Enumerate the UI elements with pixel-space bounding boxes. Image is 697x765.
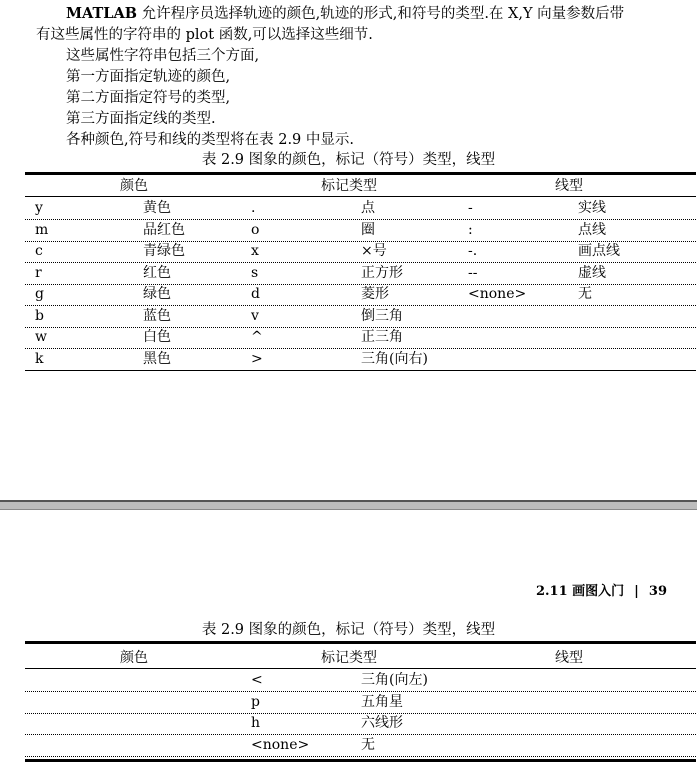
- cell-m-code: ^: [251, 329, 263, 345]
- table-bottom-rule: [25, 370, 696, 371]
- cell-m-code: x: [251, 243, 259, 259]
- page-break: [0, 500, 697, 510]
- cell-c-name: 红色: [143, 264, 171, 281]
- intro-line-6: 第三方面指定线的类型.: [66, 111, 216, 127]
- intro-line-2: 有这些属性的字符串的 plot 函数,可以选择这些细节.: [36, 27, 373, 43]
- cell-m-code: h: [251, 715, 261, 731]
- table-bottom-rule: [25, 759, 696, 762]
- table-top-rule: [25, 172, 696, 175]
- cell-m-code: o: [251, 221, 260, 238]
- cell-m-name: 倒三角: [361, 307, 403, 324]
- intro-line-5: 第二方面指定符号的类型,: [66, 90, 231, 106]
- style-table-continued: [25, 641, 696, 763]
- cell-c-code: g: [35, 286, 44, 302]
- page-number: 39: [648, 584, 667, 599]
- row-divider: [25, 756, 696, 757]
- cell-c-code: m: [35, 221, 49, 238]
- cell-m-name: 三角(向右): [361, 350, 428, 367]
- cell-l-code: <none>: [468, 286, 527, 302]
- cell-c-name: 青绿色: [143, 243, 185, 259]
- table-caption-continued: 表 2.9 图象的颜色，标记（符号）类型，线型: [201, 622, 496, 638]
- cell-l-name: 无: [578, 286, 592, 302]
- header-rule: [25, 668, 696, 669]
- matlab-word: MATLAB: [66, 5, 137, 22]
- cell-m-name: 菱形: [361, 286, 389, 302]
- header-color: 颜色: [120, 178, 148, 194]
- cell-m-code: <none>: [251, 736, 310, 753]
- table-caption: 表 2.9 图象的颜色，标记（符号）类型，线型: [201, 152, 496, 168]
- cell-c-code: b: [35, 307, 44, 324]
- cell-c-name: 黄色: [143, 200, 171, 216]
- cell-m-code: p: [251, 693, 260, 710]
- cell-l-code: :: [468, 221, 473, 238]
- cell-c-code: y: [35, 200, 43, 216]
- cell-l-name: 画点线: [578, 243, 620, 259]
- cell-l-code: -.: [468, 243, 478, 259]
- cell-m-name: 三角(向左): [361, 672, 428, 688]
- cell-c-code: w: [35, 329, 47, 345]
- header-line: 线型: [555, 178, 583, 194]
- page-bottom: [0, 510, 697, 765]
- cell-m-name: 六线形: [361, 715, 403, 731]
- running-header: 2.11 画图入门 | 39: [535, 584, 667, 599]
- cell-c-code: c: [35, 243, 43, 259]
- cell-m-name: 点: [361, 200, 375, 216]
- header-marker: 标记类型: [321, 650, 377, 666]
- table-top-rule: [25, 641, 696, 644]
- cell-m-name: 正方形: [361, 264, 403, 281]
- cell-c-name: 白色: [143, 329, 171, 345]
- cell-m-code: s: [251, 264, 259, 281]
- cell-m-name: ×号: [361, 243, 387, 259]
- cell-l-code: -: [468, 200, 473, 216]
- cell-m-name: 五角星: [361, 693, 403, 710]
- cell-m-code: v: [251, 307, 259, 324]
- cell-l-name: 实线: [578, 200, 606, 216]
- cell-m-name: 无: [361, 736, 375, 753]
- cell-m-code: <: [251, 672, 263, 688]
- cell-c-name: 绿色: [143, 286, 171, 302]
- intro-line-4: 第一方面指定轨迹的颜色,: [66, 69, 231, 85]
- intro-line-1: MATLAB 允许程序员选择轨迹的颜色,轨迹的形式,和符号的类型.在 X,Y 向量参数后带: [66, 5, 625, 22]
- cell-l-name: 虚线: [578, 264, 606, 281]
- cell-m-code: d: [251, 286, 260, 302]
- cell-c-name: 蓝色: [143, 307, 171, 324]
- cell-l-name: 点线: [578, 221, 606, 238]
- cell-m-name: 圈: [361, 221, 375, 238]
- cell-c-code: r: [35, 264, 42, 281]
- cell-c-name: 品红色: [143, 221, 185, 238]
- header-rule: [25, 196, 696, 197]
- header-color: 颜色: [120, 650, 148, 666]
- header-marker: 标记类型: [321, 178, 377, 194]
- intro-line-3: 这些属性字符串包括三个方面,: [66, 48, 260, 64]
- intro-line-7: 各种颜色,符号和线的类型将在表 2.9 中显示.: [66, 132, 354, 148]
- cell-m-code: >: [251, 350, 263, 367]
- header-line: 线型: [555, 650, 583, 666]
- cell-c-name: 黑色: [143, 350, 171, 367]
- style-table: [25, 172, 696, 372]
- cell-l-code: --: [468, 264, 478, 281]
- cell-c-code: k: [35, 350, 44, 367]
- cell-m-name: 正三角: [361, 329, 403, 345]
- cell-m-code: .: [251, 200, 256, 216]
